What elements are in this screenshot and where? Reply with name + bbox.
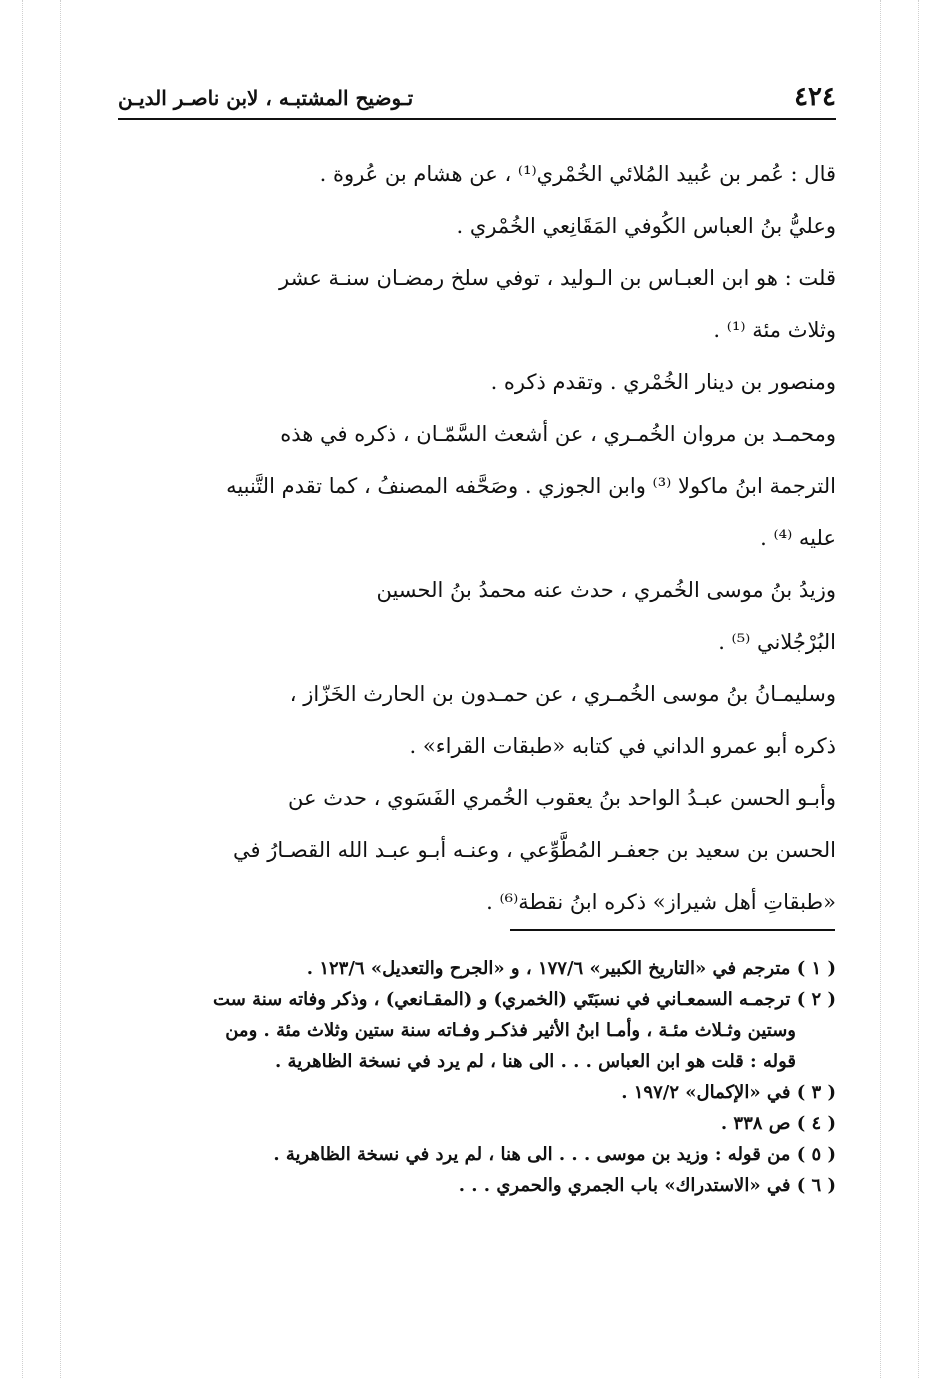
footnote-number: ( ٢ ): [796, 989, 836, 1010]
text-line: وعليُّ بنُ العباس الكُوفي المَقَانِعي الخُمْري .: [456, 214, 836, 238]
footnote-text: في «الاستدراك» باب الجمري والحمري . . .: [458, 1175, 791, 1196]
footnote-3: [118, 1077, 836, 1108]
scan-guide-left-inner: [60, 0, 61, 1378]
footnote-number: ( ٣ ): [796, 1082, 836, 1103]
footnote-2-continued: وستين وثـلاث مئـة ، وأمـا ابنُ الأثير فذكـر وفـاته سنة ستين وثلاث مئة . ومن: [225, 1020, 796, 1041]
text-line: ومحمـد بن مروان الخُمـري ، عن أشعث السَّمّـان ، ذكره في هذه: [280, 422, 836, 446]
footnote-separator: [510, 929, 835, 931]
footnote-number: ( ١ ): [796, 958, 836, 979]
footnote-text: من قوله : وزيد بن موسى . . . الى هنا ، لم يرد في نسخة الظاهرية .: [273, 1144, 791, 1165]
text-line: البُرْجُلاني ⁽⁵⁾ .: [718, 630, 836, 654]
footnote-5: [118, 1139, 836, 1170]
footnote-number: ( ٤ ): [796, 1113, 836, 1134]
text-line: وأبـو الحسن عبـدُ الواحد بنُ يعقوب الخُمري الفَسَوي ، حدث عن: [288, 786, 836, 810]
text-line: وزيدُ بنُ موسى الخُمري ، حدث عنه محمدُ بنُ الحسين: [376, 578, 836, 602]
text-line: الترجمة ابنُ ماكولا ⁽³⁾ وابن الجوزي . وصَحَّفه المصنفُ ، كما تقدم التَّنبيه: [226, 474, 836, 498]
text-line: عليه ⁽⁴⁾ .: [760, 526, 836, 550]
scan-guide-right: [918, 0, 919, 1378]
footnote-text: في «الإكمال» ١٩٧/٢ .: [621, 1082, 791, 1103]
scan-guide-right-inner: [880, 0, 881, 1378]
footnote-number: ( ٥ ): [796, 1144, 836, 1165]
text-line: «طبقاتِ أهل شيراز» ذكره ابنُ نقطة⁽⁶⁾ .: [486, 890, 836, 914]
footnote-1: [118, 953, 836, 984]
footnote-6: [118, 1170, 836, 1201]
footnote-text: ص ٣٣٨ .: [720, 1113, 791, 1134]
scan-guide-left: [22, 0, 23, 1378]
text-line: ذكره أبو عمرو الداني في كتابه «طبقات القراء» .: [409, 734, 836, 758]
footnote-number: ( ٦ ): [796, 1175, 836, 1196]
text-line: قلت : هو ابن العبـاس بن الـوليد ، توفي سلخ رمضـان سنـة عشر: [279, 266, 836, 290]
text-line: الحسن بن سعيد بن جعفـر المُطَّوِّعي ، وعنـه أبـو عبـد الله القصـارُ في: [233, 838, 836, 862]
footnote-text: مترجم في «التاريخ الكبير» ١٧٧/٦ ، و «الجرح والتعديل» ١٢٣/٦ .: [306, 958, 791, 979]
footnote-text: ترجمـه السمعـاني في نسبَتَي (الخمري) و (المقـانعي) ، وذكر وفاته سنة ست: [213, 989, 791, 1010]
main-text: [118, 148, 836, 928]
text-line: وسليمـانُ بنُ موسى الخُمـري ، عن حمـدون بن الحارث الخَزّاز ،: [289, 682, 836, 706]
running-title: تـوضيح المشتبـه ، لابن ناصـر الديـن: [118, 86, 414, 110]
footnote-4: [118, 1108, 836, 1139]
page-header: [118, 82, 836, 120]
footnote-2: [118, 984, 836, 1015]
page-number: ٤٢٤: [794, 82, 836, 112]
text-line: قال : عُمر بن عُبيد المُلائي الخُمْري⁽¹⁾ ، عن هشام بن عُروة .: [319, 162, 836, 186]
footnote-2-continued: قوله : قلت هو ابن العباس . . . الى هنا ، لم يرد في نسخة الظاهرية .: [275, 1051, 796, 1072]
text-line: ومنصور بن دينار الخُمْري . وتقدم ذكره .: [490, 370, 836, 394]
footnotes: [118, 953, 836, 1201]
text-line: وثلاث مئة ⁽¹⁾ .: [713, 318, 836, 342]
